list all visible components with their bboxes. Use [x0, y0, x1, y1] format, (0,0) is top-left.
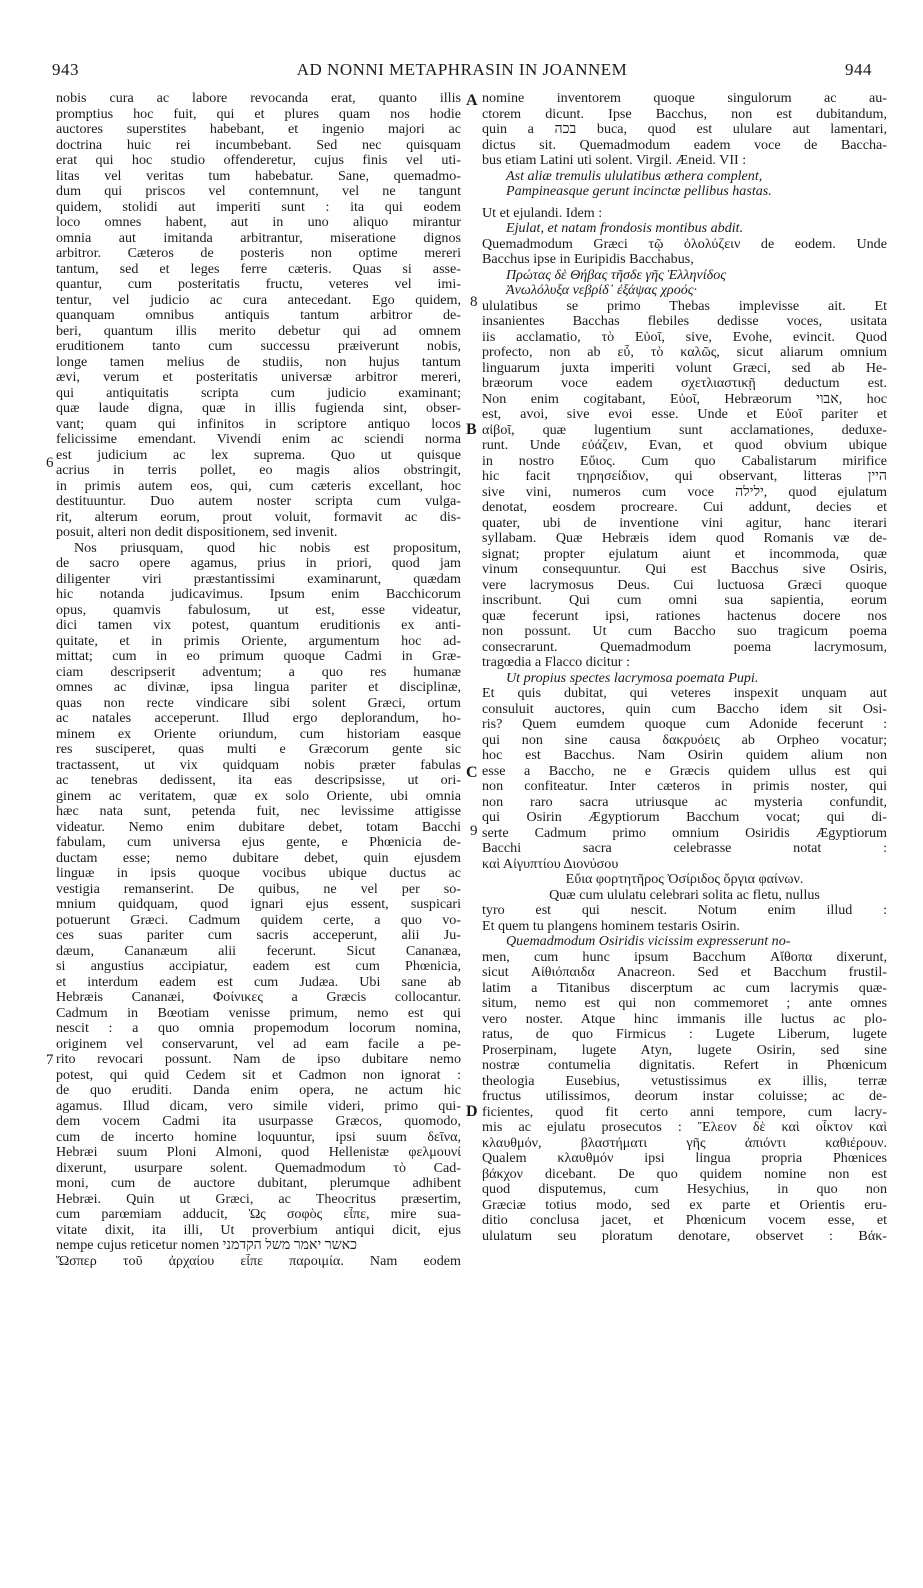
text-line: fabulam, cum universa ejus gente, e Phœnicia de- [56, 835, 461, 850]
text-line: eruditionem tanto cum successu præiverunt nobis, [56, 339, 461, 354]
text-line: Hebræi. Quin ut Græci, ac Theocritus præsertim, [56, 1191, 461, 1207]
text-line: ululatum seu ploratum denotare, observet : Βάκ- [482, 1228, 887, 1244]
text-line: posuit, alteri non dedit dispositionem, sed invenit. [56, 525, 338, 540]
text-line: κλαυθμόν, βλαστήματι γῆς ἀπιόντι καθιέρουν. [482, 1135, 887, 1151]
text-line: non possunt. Ut cum Baccho suo tragicum poema [482, 624, 887, 639]
text-line: rit, alterum eorum, prout voluit, formavit ac dis- [56, 509, 461, 525]
text-line: quidem, stolidi aut imperiti sunt : ita qui eodem [56, 199, 461, 215]
text-line: men, cum hunc ipsum Bacchum Αἴθοπα dixerunt, [482, 949, 887, 965]
text-line: linguæ in ipsis quoque vocibus ubique ductus ac [56, 866, 461, 881]
text-line: καὶ Αἰγυπτίου Διονύσου [482, 856, 619, 872]
text-line: beri, quantum illis merito debetur qui ad omnem [56, 323, 461, 339]
text-line: bræorum voce eadem σχετλιαστικῇ deductum est. [482, 376, 887, 391]
text-line: Quemadmodum Osiridis vicissim expresserunt no- [506, 934, 791, 949]
text-line: diligenter viri præstantissimi examinarunt, quædam [56, 571, 461, 587]
text-line: serte Cadmum primo omnium Osiridis Ægyptiorum [482, 825, 887, 841]
text-line: ficientes, quod fit certo anni tempore, cum lacry- [482, 1104, 887, 1120]
text-line: ditio conclusa jacet, et Phœnicum vocem esse, et [482, 1213, 887, 1228]
text-line: quæ fecerunt ipsi, rationes hactenus docere nos [482, 608, 887, 624]
text-line: hæc nata sunt, petenda fuit, nec levissime attigisse [56, 804, 461, 819]
text-line: vinum consequuntur. Qui est Bacchus sive Osiris, [482, 562, 887, 577]
text-line: quantur, cum posteritatis fructu, veteres vel imi- [56, 277, 461, 292]
text-line: consuluit auctores, quin cum Baccho idem sit Osi- [482, 701, 887, 717]
text-line: ginem ac veritatem, quæ ex solo Oriente, ubi omnia [56, 788, 461, 804]
note-marker-6: 6 [46, 455, 54, 471]
text-line: quas non recte vindicare sibi solent Græci, ortum [56, 695, 461, 711]
text-line: profecto, non ab εὖ, τὸ καλῶς, sicut aliarum omnium [482, 345, 887, 360]
text-line: non raro sacra utriusque ac mysteria confundit, [482, 794, 887, 810]
text-line: qui antiquitatis scripta cum judicio examinant; [56, 385, 461, 401]
text-line: dem vocem Cadmi ita usurpasse Græcos, quomodo, [56, 1114, 461, 1129]
text-line: sicut Αἰθιόπαιδα Anacreon. Sed et Bacchum frustil- [482, 965, 887, 980]
margin-letter-a: A [466, 92, 478, 109]
text-line: Quæ cum ululatu celebrari solita ac fletu, nullus [549, 887, 820, 903]
text-line: vitate dixit, ita illi, Ut proverbium antiqui dicit, ejus [56, 1222, 461, 1238]
text-line: est judicium ac lex suprema. Quo ut quisque [56, 447, 461, 463]
text-line: moni, cum de auctore dubitant, plerumque adhibent [56, 1176, 461, 1191]
text-line: iis acclamatio, τὸ Εὐοῖ, sive, Evohe, evincit. Quod [482, 329, 887, 345]
text-line: mnium quidquam, quod ignari ejus essent, suspicari [56, 897, 461, 912]
text-line: Proserpinam, lugete Atyn, lugete Osirin, sed sine [482, 1042, 887, 1058]
text-line: Ὥσπερ τοῦ ἀρχαίου εἶπε παροιμία. Nam eodem [56, 1253, 461, 1269]
text-line: tragœdia a Flacco dicitur : [482, 655, 630, 670]
note-marker-7: 7 [46, 1052, 54, 1068]
text-line: Græciæ totius modo, sed ex parte et Orientis eru- [482, 1197, 887, 1213]
text-line: dixerunt, usurpare solent. Quemadmodum τὸ Cad- [56, 1160, 461, 1176]
margin-letter-b: B [466, 421, 477, 438]
text-line: quater, ubi de inventione vini agitur, hanc iterari [482, 515, 887, 531]
text-line: vant; quam qui infinitos in scriptore antiquo locos [56, 416, 461, 432]
page-number-left: 943 [52, 60, 79, 79]
text-line: cum de incerto homine loquuntur, ipsi suum δεῖνα, [56, 1129, 461, 1145]
text-line: αἰβοῖ, quæ lugentium sunt acclamationes, deduxe- [482, 422, 887, 438]
text-line: esse a Baccho, ne e Græcis quidem ullus est qui [482, 763, 887, 779]
text-line: cum parœmiam adducit, Ὡς σοφὸς εἶπε, mire sua- [56, 1207, 461, 1222]
text-line: quitate, et in primis Oriente, argumentum hoc ad- [56, 633, 461, 649]
text-line: fructus utilissimos, deorum instar coluisse; ac de- [482, 1089, 887, 1104]
text-line: nostræ contumelia dignitatis. Refert in Phœnicum [482, 1058, 887, 1073]
text-line: doctrina huic rei incumbebant. Sed nec quisquam [56, 137, 461, 153]
text-line: Pampineasque gerunt incinctæ pellibus hastas. [506, 184, 772, 199]
text-line: quæ laude digna, quæ in illis fugienda sint, obser- [56, 401, 461, 416]
text-line: hic facit τηρησείδιον, qui observant, litteras היין [482, 469, 887, 484]
text-line: est, avoi, sive evoi esse. Unde et Εὐοῖ pariter et [482, 407, 887, 422]
note-marker-8: 8 [470, 294, 478, 310]
text-line: ctorem dicunt. Ipse Bacchus, non est dubitandum, [482, 106, 887, 122]
text-line: syllabam. Quæ Hebræis idem quod Romanis væ de- [482, 531, 887, 546]
text-line: vestigia remanserint. De quibus, ne vel per so- [56, 881, 461, 897]
running-title: AD NONNI METAPHRASIN IN JOANNEM [296, 60, 628, 79]
margin-letter-d: D [466, 1103, 478, 1120]
text-line: qui Osirin Ægyptiorum Bacchum vocat; qui di- [482, 810, 887, 825]
text-line: destituuntur. Duo autem noster scripta cum vulga- [56, 494, 461, 509]
text-line: qui non sine causa δακρυόεις ab Orpheo vocatur; [482, 732, 887, 748]
text-line: dum qui priscos vel contemnunt, vel ne tangunt [56, 184, 461, 199]
text-line: ævi, verum et posteritatis universæ arbitror mereri, [56, 370, 461, 385]
text-line: consecrarunt. Quemadmodum poema lacrymosum, [482, 639, 887, 655]
text-line: originem vel conservarunt, vel ad eam facile a pe- [56, 1036, 461, 1052]
text-line: Ut propius spectes lacrymosa poemata Pupi. [506, 670, 759, 686]
text-line: dæum, Cananæum alii fecerunt. Sicut Cananæa, [56, 943, 461, 959]
text-line: βάκχον dicebant. De quo quidem nomine non est [482, 1166, 887, 1182]
text-line: Cadmum in Bœotiam venisse primum, nemo est qui [56, 1005, 461, 1021]
text-line: ductam esse; nemo dubitare debet, quin ejusdem [56, 850, 461, 866]
text-line: ciam descripserit adventum; a quo res humanæ [56, 664, 461, 680]
text-line: longe tamen melius de studiis, non hujus tantum [56, 354, 461, 370]
text-line: omnes ac divinæ, ipsa lingua pariter et disciplinæ, [56, 680, 461, 695]
text-line: et interdum eadem est cum Judæa. Ubi sane ab [56, 974, 461, 990]
text-line: tractassent, ut vix quidquam nobis præter fabulas [56, 757, 461, 773]
text-line: non confiteatur. Inter cæteros in primis noster, qui [482, 779, 887, 794]
text-line: insanientes Bacchas flebiles dedisse voces, usitata [482, 314, 887, 329]
text-line: vero noster. Atque hinc immanis ille luctus ac plo- [482, 1011, 887, 1027]
text-line: nomine inventorem quoque singulorum ac au- [482, 91, 887, 106]
left-column [56, 91, 461, 1269]
text-line: opus, quamvis fabulosum, ut est, esse videatur, [56, 602, 461, 618]
text-line: Et quis dubitat, qui veteres inspexit unquam aut [482, 686, 887, 701]
text-line: de quo eruditi. Danda enim opera, ne actum hic [56, 1083, 461, 1098]
text-line: runt. Unde εὐάζειν, Evan, et quod obvium ubique [482, 438, 887, 453]
text-line: Non enim cogitabant, Εὐοῖ, Hebræorum אבוי, hoc [482, 391, 887, 407]
text-line: theologia Eusebius, vetustissimus ex illis, terræ [482, 1073, 887, 1089]
text-line: Πρώτας δὲ Θήβας τῆσδε γῆς Ἑλληνίδος [506, 267, 726, 283]
text-line: Et quem tu plangens hominem testaris Osirin. [482, 918, 740, 934]
text-line: minem ex Oriente oriundum, cum historiam easque [56, 726, 461, 742]
text-line: Ἀνωλόλυξα νεβρίδ᾽ ἐξάψας χροός· [506, 283, 698, 298]
text-line: ululatibus se primo Thebas implevisse ait. Et [482, 298, 887, 314]
text-line: linguarum juxta imperiti volunt Græci, sed ab He- [482, 360, 887, 376]
text-line: videatur. Nemo enim dubitare debet, totam Bacchi [56, 819, 461, 835]
text-line: Bacchus ipse in Euripidis Bacchabus, [482, 252, 694, 267]
text-line: acrius in terris pollet, eo magis alios obstringit, [56, 463, 461, 478]
text-line: omnia aut imitanda arbitrantur, miseratione dignos [56, 230, 461, 246]
text-line: nobis cura ac labore revocanda erat, quanto illis [56, 91, 461, 106]
text-line: si angustius accipiatur, eadem est cum Phœnicia, [56, 959, 461, 974]
text-line: quod disputemus, cum Hesychius, in quo non [482, 1182, 887, 1197]
text-line: tentur, vel judicio ac cura antecedant. Ego quidem, [56, 292, 461, 308]
text-line: inscribunt. Qui cum omni sua sapientia, eorum [482, 593, 887, 608]
text-line: felicissime emendant. Vivendi enim ac sciendi norma [56, 432, 461, 447]
text-line: arbitror. Cæteros de posteris non optime mereri [56, 246, 461, 261]
text-line: ris? Quem eumdem quoque cum Adonide fecerunt : [482, 717, 887, 732]
text-line: sive vini, numeros cum voce ילילה, quod ejulatum [482, 484, 887, 500]
text-line: potuerunt Græci. Cadmum quidem certe, a quo vo- [56, 912, 461, 928]
text-line: dictus sit. Quemadmodum eadem voce de Baccha- [482, 137, 887, 153]
text-line: latim a Titanibus discerptum ac cum lacrymis quæ- [482, 980, 887, 996]
text-line: nempe cujus reticetur nomen כאשר יאמר משל הקדמני [56, 1238, 357, 1253]
text-line: rito revocari possunt. Nam de ipso dubitare nemo [56, 1052, 461, 1067]
text-line: quanquam omnibus antiquis tantum arbitror de- [56, 308, 461, 323]
text-line: promptius hoc fuit, qui et plures quam nos hodie [56, 106, 461, 122]
text-line: Hebræi suum Ploni Almoni, quod Hellenistæ φελμουνί [56, 1145, 461, 1160]
text-line: hoc est Bacchus. Nam Osirin quidem alium non [482, 748, 887, 763]
text-line: Εὔια φορτητῆρος Ὀσίριδος ὄργια φαίνων. [565, 872, 804, 887]
page-number-right: 944 [845, 60, 872, 79]
text-line: agamus. Illud dicam, vero simile videri, primo qui- [56, 1098, 461, 1114]
right-column [482, 91, 887, 1244]
text-line: erat qui hoc studio offenderetur, cujus finis vel uti- [56, 153, 461, 168]
text-line: ratus, de quo Firmicus : Lugete Liberum, lugete [482, 1027, 887, 1042]
text-line: situm, nemo est qui non commemoret ; ante omnes [482, 996, 887, 1011]
text-line: de sacro opere agamus, prius in priori, quod jam [56, 556, 461, 571]
text-line: potest, qui quid Cedem sit et Cadmon non ignorat : [56, 1067, 461, 1083]
text-line: Ast aliæ tremulis ululatibus æthera complent, [506, 168, 763, 184]
text-line: in primis autem eos, qui, cum cæteris excellant, hoc [56, 478, 461, 494]
text-line: Nos priusquam, quod hic nobis est propositum, [74, 540, 461, 556]
text-line: Qualem κλαυθμόν ipsi lingua propria Phœnices [482, 1151, 887, 1166]
text-line: nescit : a quo omnia propemodum locorum nomina, [56, 1021, 461, 1036]
margin-letter-c: C [466, 764, 478, 781]
text-line: Ut et ejulandi. Idem : [482, 205, 603, 221]
text-line: tantum, sed et leges ferre cæteris. Quas si asse- [56, 261, 461, 277]
running-header [52, 60, 872, 84]
text-line: Hebræis Cananæi, Φοίνικες a Græcis collocantur. [56, 990, 461, 1005]
text-line: bus etiam Latini uti solent. Virgil. Æneid. VII : [482, 153, 747, 168]
text-line: Bacchi sacra celebrasse notat : [482, 841, 887, 856]
text-line: in nostro Εὔιος. Cum quo Cabalistarum mirifice [482, 453, 887, 469]
text-line: hic notanda judicavimus. Ipsum enim Bacchicorum [56, 587, 461, 602]
text-line: mis ac ejulatu prosecutos : Ἔλεον δὲ καὶ οἶκτον καὶ [482, 1120, 887, 1135]
text-line: Quemadmodum Græci τῷ ὀλολύζειν de eodem. Unde [482, 236, 887, 252]
text-line: denotat, eosdem procreare. Cui addunt, decies et [482, 500, 887, 515]
text-line: dici tamen vix potest, quantum eruditionis ex anti- [56, 618, 461, 633]
text-line: vere lacrymosus Deus. Cui luctuosa Græci quoque [482, 577, 887, 593]
text-line: res susciperet, quas multi e Græcorum gente sic [56, 742, 461, 757]
text-line: ac tenebras dedissent, ita eas descripsisse, ut ori- [56, 773, 461, 788]
text-line: quin a בכה buca, quod est ululare aut lamentari, [482, 122, 887, 137]
text-line: mittat; cum in eo primum quoque Cadmi in Græ- [56, 649, 461, 664]
text-line: ac natales acceperunt. Illud ergo deplorandum, ho- [56, 711, 461, 726]
text-line: ces suas pariter cum sacris acceperunt, alii Ju- [56, 928, 461, 943]
note-marker-9: 9 [470, 823, 478, 839]
text-line: Ejulat, et natam frondosis montibus abdit. [506, 221, 744, 236]
text-line: loco omnes habent, aut in uno aliquo mirantur [56, 215, 461, 230]
text-line: tyro est qui nescit. Notum enim illud : [482, 903, 887, 918]
text-line: signat; propter ejulatum aiunt et incommoda, quæ [482, 546, 887, 562]
text-line: litas vel veritas tum habebatur. Sane, quemadmo- [56, 168, 461, 184]
text-line: auctores superstites habebant, et ingenio majori ac [56, 122, 461, 137]
